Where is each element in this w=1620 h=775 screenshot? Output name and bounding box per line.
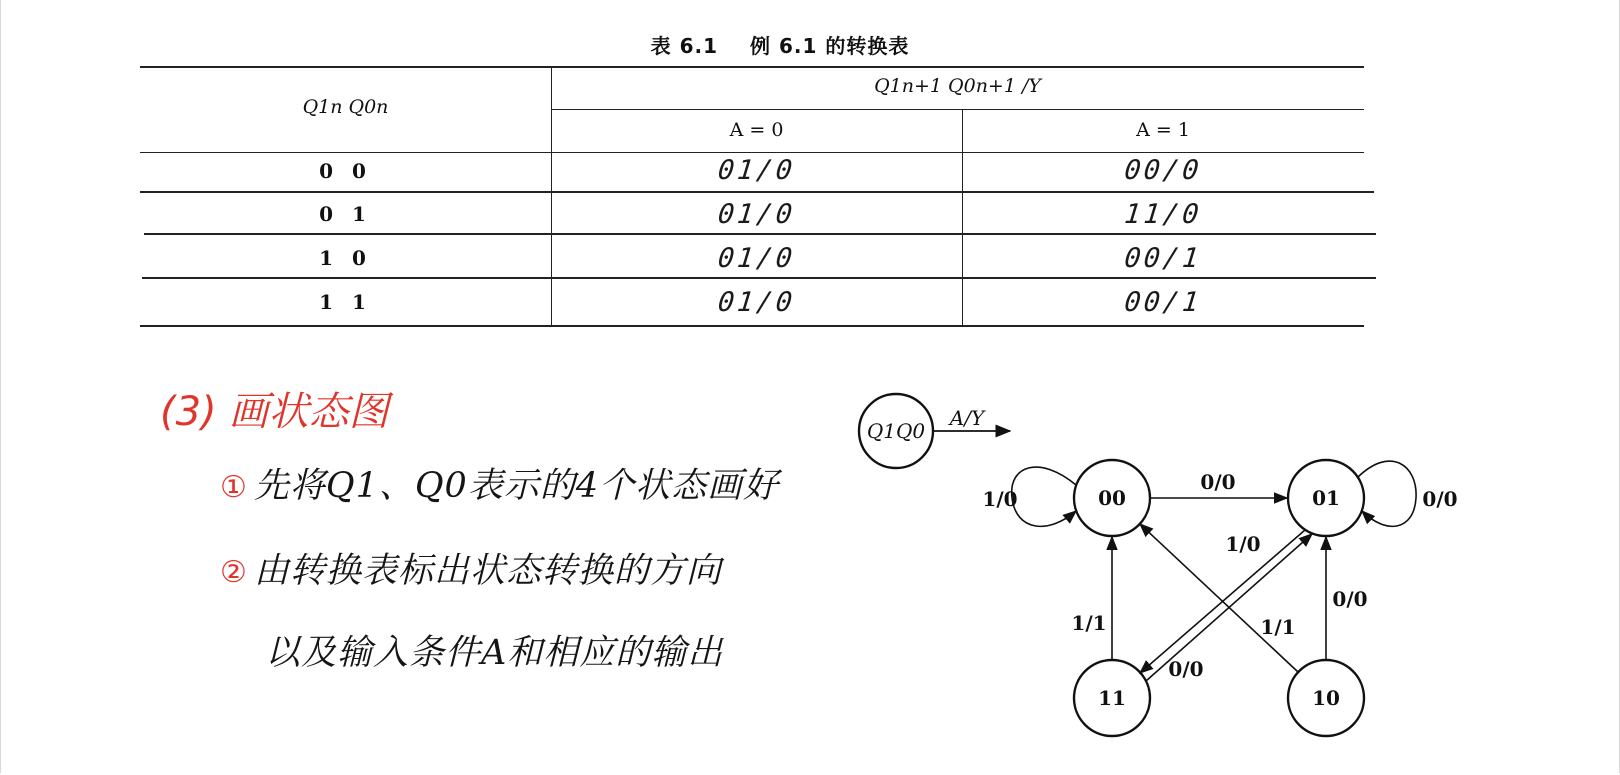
row-00-a1: 00/0	[1122, 155, 1204, 186]
row-rule-1	[140, 191, 1374, 193]
row-10-a0: 01/0	[716, 243, 797, 274]
state-10-node	[1288, 660, 1364, 736]
state-11-label: 11	[1098, 686, 1126, 710]
table-bottom-rule	[140, 325, 1364, 327]
step-1-text: 先将Q1、Q0表示的4个状态画好	[253, 466, 780, 506]
header-a0: A = 0	[729, 119, 784, 141]
row-state-01: 0 1	[319, 202, 372, 226]
edge-10-00-label: 1/1	[1260, 615, 1296, 639]
edge-01-01	[1357, 461, 1416, 526]
header-bottom-rule	[140, 152, 1364, 153]
edge-11-00-label: 1/1	[1071, 611, 1107, 635]
state-diagram-svg	[850, 385, 1490, 770]
header-a1: A = 1	[1136, 119, 1190, 141]
row-00-a0: 01/0	[716, 155, 797, 186]
row-state-11: 1 1	[319, 290, 372, 314]
table-caption-text: 例 6.1 的转换表	[750, 34, 910, 58]
row-11-a0: 01/0	[716, 287, 797, 318]
legend-transition-label: A/Y	[949, 406, 985, 430]
row-01-a0: 01/0	[716, 199, 797, 230]
row-rule-2	[144, 233, 1376, 235]
row-10-a1: 00/1	[1122, 243, 1204, 274]
table-caption-number: 表 6.1	[650, 34, 719, 58]
legend-state-label: Q1Q0	[866, 419, 926, 443]
edge-01-01-label: 0/0	[1422, 487, 1458, 511]
transition-table	[140, 66, 1380, 341]
step-2-marker: ②	[220, 555, 248, 590]
state-00-node	[1074, 460, 1150, 536]
state-00-label: 00	[1098, 486, 1126, 510]
edge-11-01-label: 0/0	[1168, 657, 1204, 681]
state-diagram	[850, 385, 1490, 770]
table-top-rule	[140, 66, 1364, 68]
step-1-marker: ①	[220, 470, 248, 505]
edge-00-00-label: 1/0	[982, 487, 1018, 511]
edge-10-01-label: 0/0	[1332, 587, 1368, 611]
notes-step-2-continued: 以及输入条件A和相应的输出	[265, 633, 724, 673]
edge-10-00	[1140, 524, 1298, 672]
row-11-a1: 00/1	[1122, 287, 1204, 318]
notes-heading	[160, 380, 389, 437]
state-11-node	[1074, 660, 1150, 736]
notes-heading-text: 画状态图	[228, 389, 389, 435]
state-01-node	[1288, 460, 1364, 536]
handwritten-notes	[160, 380, 860, 710]
step-2-text: 由转换表标出状态转换的方向	[253, 551, 722, 591]
header-current-state: Q1n Q0n	[302, 96, 389, 118]
notes-heading-number: (3)	[160, 389, 217, 435]
state-01-label: 01	[1312, 486, 1340, 510]
row-state-10: 1 0	[319, 246, 372, 270]
edge-00-00	[1012, 467, 1076, 526]
notes-step-2	[220, 543, 722, 593]
row-01-a1: 11/0	[1122, 199, 1204, 230]
notes-step-1	[220, 458, 779, 508]
edge-01-11-label: 1/0	[1225, 532, 1261, 556]
header-next-state: Q1n+1 Q0n+1 /Y	[874, 75, 1041, 97]
state-10-label: 10	[1312, 686, 1340, 710]
header-mid-rule	[551, 109, 1364, 110]
edge-00-01-label: 0/0	[1200, 470, 1236, 494]
row-state-00: 0 0	[319, 159, 372, 183]
row-rule-3	[142, 277, 1376, 279]
legend	[859, 394, 1010, 468]
table-caption	[0, 30, 1560, 59]
